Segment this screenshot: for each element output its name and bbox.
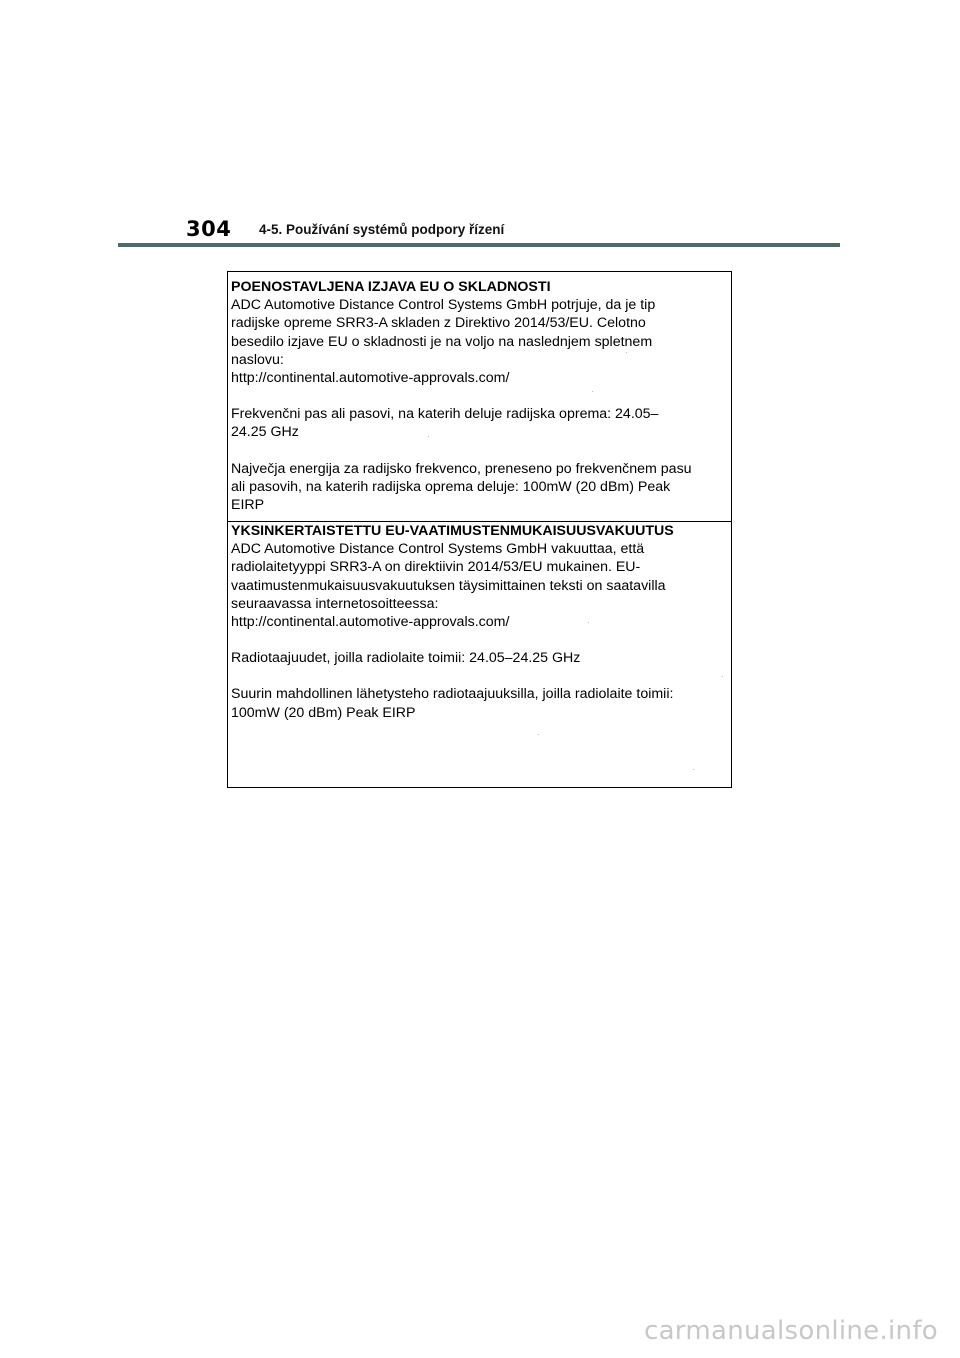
slovenian-power-line: EIRP xyxy=(231,497,265,514)
scan-speck xyxy=(693,769,694,770)
header-rule xyxy=(118,243,840,247)
scan-speck xyxy=(592,391,593,392)
section-title: 4-5. Používání systémů podpory řízení xyxy=(259,221,505,237)
scan-speck xyxy=(538,734,539,735)
slovenian-body-line: besedilo izjave EU o skladnosti je na voljo na naslednjem spletnem xyxy=(231,333,653,350)
spacer xyxy=(231,631,729,649)
scan-speck xyxy=(588,622,589,623)
finnish-power-line: 100mW (20 dBm) Peak EIRP xyxy=(231,704,416,721)
slovenian-body-line: naslovu: xyxy=(231,351,284,368)
slovenian-url: http://continental.automotive-approvals.com/ xyxy=(231,370,510,387)
finnish-body-line: vaatimustenmukaisuusvakuutuksen täysimittainen teksti on saatavilla xyxy=(231,577,666,594)
finnish-declaration xyxy=(228,522,731,722)
watermark: carmanualsonline.info xyxy=(643,1316,938,1346)
scan-speck xyxy=(626,352,627,353)
slovenian-body-line: radijske opreme SRR3-A skladen z Direktivo 2014/53/EU. Celotno xyxy=(231,315,646,332)
compliance-notice-box xyxy=(227,271,732,788)
spacer xyxy=(231,667,729,685)
slovenian-frequency-line: 24.25 GHz xyxy=(231,424,299,441)
finnish-body-line: seuraavassa internetosoitteessa: xyxy=(231,595,439,612)
finnish-power-line: Suurin mahdollinen lähetysteho radiotaajuuksilla, joilla radiolaite toimii: xyxy=(231,686,674,703)
page-header xyxy=(186,214,504,244)
slovenian-heading: POENOSTAVLJENA IZJAVA EU O SKLADNOSTI xyxy=(231,279,551,295)
finnish-body-line: radiolaitetyyppi SRR3-A on direktiivin 2014/53/EU mukainen. EU- xyxy=(231,559,641,576)
page-number: 304 xyxy=(186,217,232,241)
scan-speck xyxy=(428,436,429,437)
slovenian-power-line: ali pasovih, na katerih radijska oprema deluje: 100mW (20 dBm) Peak xyxy=(231,478,671,495)
finnish-url: http://continental.automotive-approvals.com/ xyxy=(231,614,510,631)
spacer xyxy=(231,442,729,460)
slovenian-frequency-line: Frekvenčni pas ali pasovi, na katerih deluje radijska oprema: 24.05– xyxy=(231,406,659,423)
finnish-body-line: ADC Automotive Distance Control Systems GmbH vakuuttaa, että xyxy=(231,541,645,558)
slovenian-body-line: ADC Automotive Distance Control Systems GmbH potrjuje, da je tip xyxy=(231,297,656,314)
finnish-frequency-line: Radiotaajuudet, joilla radiolaite toimii: 24.05–24.25 GHz xyxy=(231,650,581,667)
finnish-heading: YKSINKERTAISTETTU EU-VAATIMUSTENMUKAISUUSVAKUUTUS xyxy=(231,523,674,539)
slovenian-power-line: Največja energija za radijsko frekvenco, preneseno po frekvenčnem pasu xyxy=(231,460,692,477)
scan-speck xyxy=(722,676,723,677)
slovenian-declaration xyxy=(228,278,731,514)
spacer xyxy=(231,387,729,405)
